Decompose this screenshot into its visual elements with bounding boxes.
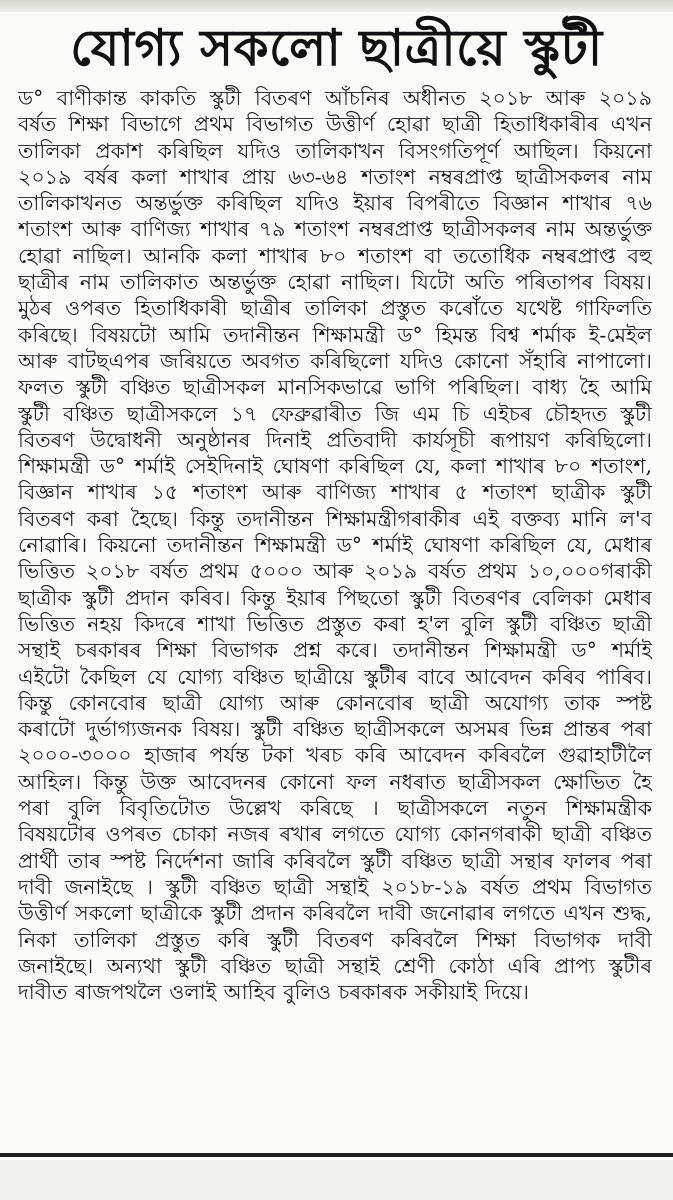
body-line: কৰাটো দুৰ্ভাগ্যজনক বিষয়। স্কুটী বঞ্চিত ছাত্ৰীসকলে অসমৰ ভিন্ন প্ৰান্তৰ পৰা	[18, 717, 652, 742]
body-line: আহিল। কিন্তু উক্ত আবেদনৰ কোনো ফল নধৰাত ছাত্ৰীসকল ক্ষোভিত হৈ	[18, 769, 652, 794]
article-headline: যোগ্য সকলো ছাত্ৰীয়ে স্কুটী	[70, 19, 603, 77]
body-line: কিন্তু কোনবোৰ ছাত্ৰী যোগ্য আৰু কোনবোৰ ছাত্ৰী অযোগ্য তাক স্পষ্ট	[18, 690, 652, 715]
body-line: কৰিছে। বিষয়টো আমি তদানীন্তন শিক্ষামন্ত্ৰী ড° হিমন্ত বিশ্ব শৰ্মাক ই-মেইল	[18, 322, 652, 347]
body-line: ফলত স্কুটী বঞ্চিত ছাত্ৰীসকল মানসিকভাৱে ভাগি পৰিছিল। বাধ্য হৈ আমি	[18, 375, 652, 400]
body-line: দাবীত ৰাজপথলৈ ওলাই আহিব বুলিও চৰকাৰক সকীয়াই দিয়ে।	[18, 980, 529, 1005]
body-line: বিজ্ঞান শাখাৰ ১৫ শতাংশ আৰু বাণিজ্য শাখাৰ ৫ শতাংশ ছাত্ৰীক স্কুটী	[18, 480, 652, 505]
body-line: মুঠৰ ওপৰত হিতাধিকাৰী ছাত্ৰীৰ তালিকা প্ৰস্তুত কৰোঁতে যথেষ্ট গাফিলতি	[18, 296, 652, 321]
body-line: সন্থাই চৰকাৰৰ শিক্ষা বিভাগক প্ৰশ্ন কৰে। তদানীন্তন শিক্ষামন্ত্ৰী ড° শৰ্মাই	[18, 638, 652, 663]
body-line: উত্তীৰ্ণ সকলো ছাত্ৰীকে স্কুটী প্ৰদান কৰিবলৈ দাবী জনোৱাৰ লগতে এখন শুদ্ধ,	[18, 901, 652, 926]
body-line: তালিকাখনত অন্তৰ্ভুক্ত কৰিছিল যদিও ইয়াৰ বিপৰীতে বিজ্ঞান শাখাৰ ৭৬	[18, 191, 652, 216]
body-line: ভিত্তিত ২০১৮ বৰ্ষত প্ৰথম ৫০০০ আৰু ২০১৯ বৰ্ষত প্ৰথম ১০,০০০গৰাকী	[18, 559, 652, 584]
body-line: ২০০০-৩০০০ হাজাৰ পৰ্যন্ত টকা খৰচ কৰি আবেদন কৰিবলৈ গুৱাহাটীলৈ	[18, 743, 652, 768]
body-line: তালিকা প্ৰকাশ কৰিছিল যদিও তালিকাখন বিসংগতিপূৰ্ণ আছিল। কিয়নো	[18, 138, 652, 163]
body-line: ছাত্ৰীক স্কুটী প্ৰদান কৰিব। কিন্তু ইয়াৰ পিছতো স্কুটী বিতৰণৰ বেলিকা মেধাৰ	[18, 585, 652, 610]
body-line: নিকা তালিকা প্ৰস্তুত কৰি স্কুটী বিতৰণ কৰিবলৈ শিক্ষা বিভাগক দাবী	[18, 927, 652, 952]
body-line: ভিত্তিত নহয় কিদৰে শাখা ভিত্তিত প্ৰস্তুত কৰা হ'ল বুলি স্কুটী বঞ্চিত ছাত্ৰী	[18, 611, 652, 636]
body-line: শিক্ষামন্ত্ৰী ড° শৰ্মাই সেইদিনাই ঘোষণা কৰিছিল যে, কলা শাখাৰ ৮০ শতাংশ,	[18, 454, 652, 479]
article-body	[18, 85, 652, 1005]
body-line: ছাত্ৰীৰ নাম তালিকাত অন্তৰ্ভুক্ত হোৱা নাছিল। যিটো অতি পৰিতাপৰ বিষয়।	[18, 270, 652, 295]
body-line: নোৱাৰি। কিয়নো তদানীন্তন শিক্ষামন্ত্ৰী ড° শৰ্মাই ঘোষণা কৰিছিল যে, মেধাৰ	[18, 533, 652, 558]
body-line: স্কুটী বঞ্চিত ছাত্ৰীসকলে ১৭ ফেব্ৰুৱাৰীত জি এম চি এইচৰ চৌহদত স্কুটী	[18, 401, 652, 426]
body-line: আৰু বাটছএপৰ জৰিয়তে অবগত কৰিছিলো যদিও কোনো সঁহাৰি নাপালো।	[18, 348, 652, 373]
body-line: জনাইছে। অন্যথা স্কুটী বঞ্চিত ছাত্ৰী সন্থাই শ্ৰেণী কোঠা এৰি প্ৰাপ্য স্কুটীৰ	[18, 953, 652, 978]
body-line: পৰা বুলি বিবৃতিটোত উল্লেখ কৰিছে । ছাত্ৰীসকলে নতুন শিক্ষামন্ত্ৰীক	[18, 796, 652, 821]
body-line: বিষয়টোৰ ওপৰত চোকা নজৰ ৰখাৰ লগতে যোগ্য কোনগৰাকী ছাত্ৰী বঞ্চিত	[18, 822, 652, 847]
body-line: বিতৰণ উদ্বোধনী অনুষ্ঠানৰ দিনাই প্ৰতিবাদী কাৰ্যসূচী ৰূপায়ণ কৰিছিলো।	[18, 427, 652, 452]
body-line: দাবী জনাইছে । স্কুটী বঞ্চিত ছাত্ৰী সন্থাই ২০১৮-১৯ বৰ্ষত প্ৰথম বিভাগত	[18, 874, 652, 899]
body-line: হোৱা নাছিল। আনকি কলা শাখাৰ ৮০ শতাংশ বা ততোধিক নম্বৰপ্ৰাপ্ত বহু	[18, 243, 652, 268]
body-line: বৰ্ষত শিক্ষা বিভাগে প্ৰথম বিভাগত উত্তীৰ্ণ হোৱা ছাত্ৰী হিতাধিকাৰীৰ এখন	[18, 112, 652, 137]
body-line: প্ৰাৰ্থী তাৰ স্পষ্ট নিৰ্দেশনা জাৰি কৰিবলৈ স্কুটী বঞ্চিত ছাত্ৰী সন্থাৰ ফালৰ পৰা	[18, 848, 652, 873]
page-margin	[0, 1160, 673, 1200]
body-line: ড° বাণীকান্ত কাকতি স্কুটী বিতৰণ আঁচনিৰ অধীনত ২০১৮ আৰু ২০১৯	[18, 86, 652, 110]
body-line: ২০১৯ বৰ্ষৰ কলা শাখাৰ প্ৰায় ৬৩-৬৪ শতাংশ নম্বৰপ্ৰাপ্ত ছাত্ৰীসকলৰ নাম	[18, 164, 652, 189]
body-line: শতাংশ আৰু বাণিজ্য শাখাৰ ৭৯ শতাংশ নম্বৰপ্ৰাপ্ত ছাত্ৰীসকলৰ নাম অন্তৰ্ভুক্ত	[18, 217, 652, 242]
bottom-rule	[0, 1153, 673, 1157]
body-line: এইটো কৈছিল যে যোগ্য বঞ্চিত ছাত্ৰীয়ে স্কুটীৰ বাবে আবেদন কৰিব পাৰিব।	[18, 664, 652, 689]
top-rule	[0, 0, 673, 12]
body-line: বিতৰণ কৰা হৈছে। কিন্তু তদানীন্তন শিক্ষামন্ত্ৰীগৰাকীৰ এই বক্তব্য মানি ল'ব	[18, 506, 652, 531]
